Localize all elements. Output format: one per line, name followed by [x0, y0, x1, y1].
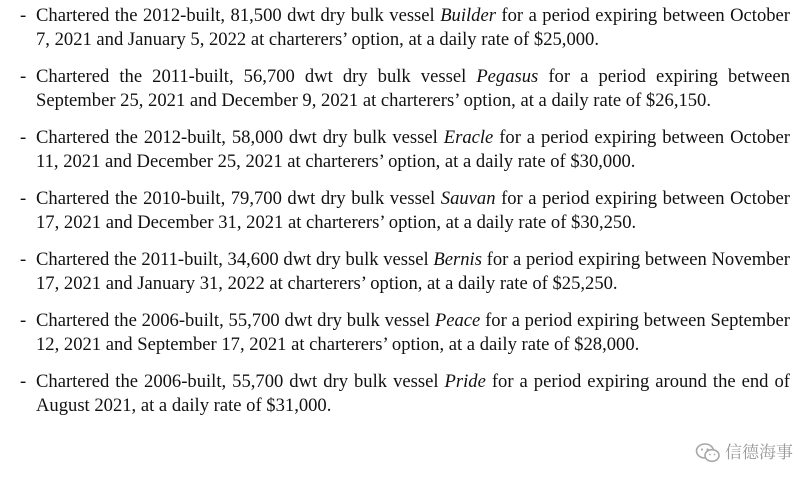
bullet-dash: -	[20, 127, 27, 148]
list-item	[20, 309, 790, 357]
watermark-text: 信德海事	[725, 443, 793, 463]
list-item	[20, 370, 790, 418]
list-item	[20, 126, 790, 174]
item-text: Chartered the 2006-built, 55,700 dwt dry bulk vessel Pride for a period expiring around the end of August 2021, at a daily rate of $31,000.	[36, 371, 790, 416]
vessel-name: Pegasus	[476, 66, 539, 87]
vessel-name: Eracle	[443, 127, 494, 148]
bullet-dash: -	[20, 310, 27, 331]
bullet-dash: -	[20, 188, 27, 209]
bullet-dash: -	[20, 249, 27, 270]
bullet-dash: -	[20, 66, 27, 87]
watermark	[695, 442, 793, 464]
vessel-name: Peace	[434, 310, 481, 331]
item-text: Chartered the 2006-built, 55,700 dwt dry bulk vessel Peace for a period expiring between September 12, 2021 and September 17, 2021 at charterers’ option, at a daily rate of $28,000.	[36, 310, 790, 355]
bullet-dash: -	[20, 5, 27, 26]
item-text: Chartered the 2010-built, 79,700 dwt dry bulk vessel Sauvan for a period expiring between October 17, 2021 and December 31, 2021 at charterers’ option, at a daily rate of $30,250.	[36, 188, 791, 233]
vessel-name: Pride	[444, 371, 486, 392]
list-item	[20, 65, 790, 113]
item-text: Chartered the 2012-built, 58,000 dwt dry bulk vessel Eracle for a period expiring between October 11, 2021 and December 25, 2021 at charterers’ option, at a daily rate of $30,000.	[36, 127, 790, 172]
item-text: Chartered the 2012-built, 81,500 dwt dry bulk vessel Builder for a period expiring between October 7, 2021 and January 5, 2022 at charterers’ option, at a daily rate of $25,000.	[36, 5, 790, 50]
list-item	[20, 4, 790, 52]
bullet-dash: -	[20, 371, 27, 392]
wechat-icon	[695, 442, 721, 464]
list-item	[20, 187, 790, 235]
charter-list	[20, 4, 790, 431]
list-item	[20, 248, 790, 296]
vessel-name: Sauvan	[440, 188, 496, 209]
item-text: Chartered the 2011-built, 34,600 dwt dry bulk vessel Bernis for a period expiring between November 17, 2021 and January 31, 2022 at charterers’ option, at a daily rate of $25,250.	[36, 249, 790, 294]
vessel-name: Bernis	[433, 249, 482, 270]
item-text: Chartered the 2011-built, 56,700 dwt dry bulk vessel Pegasus for a period expiring between September 25, 2021 and December 9, 2021 at charterers’ option, at a daily rate of $26,150.	[36, 66, 790, 111]
vessel-name: Builder	[440, 5, 496, 26]
